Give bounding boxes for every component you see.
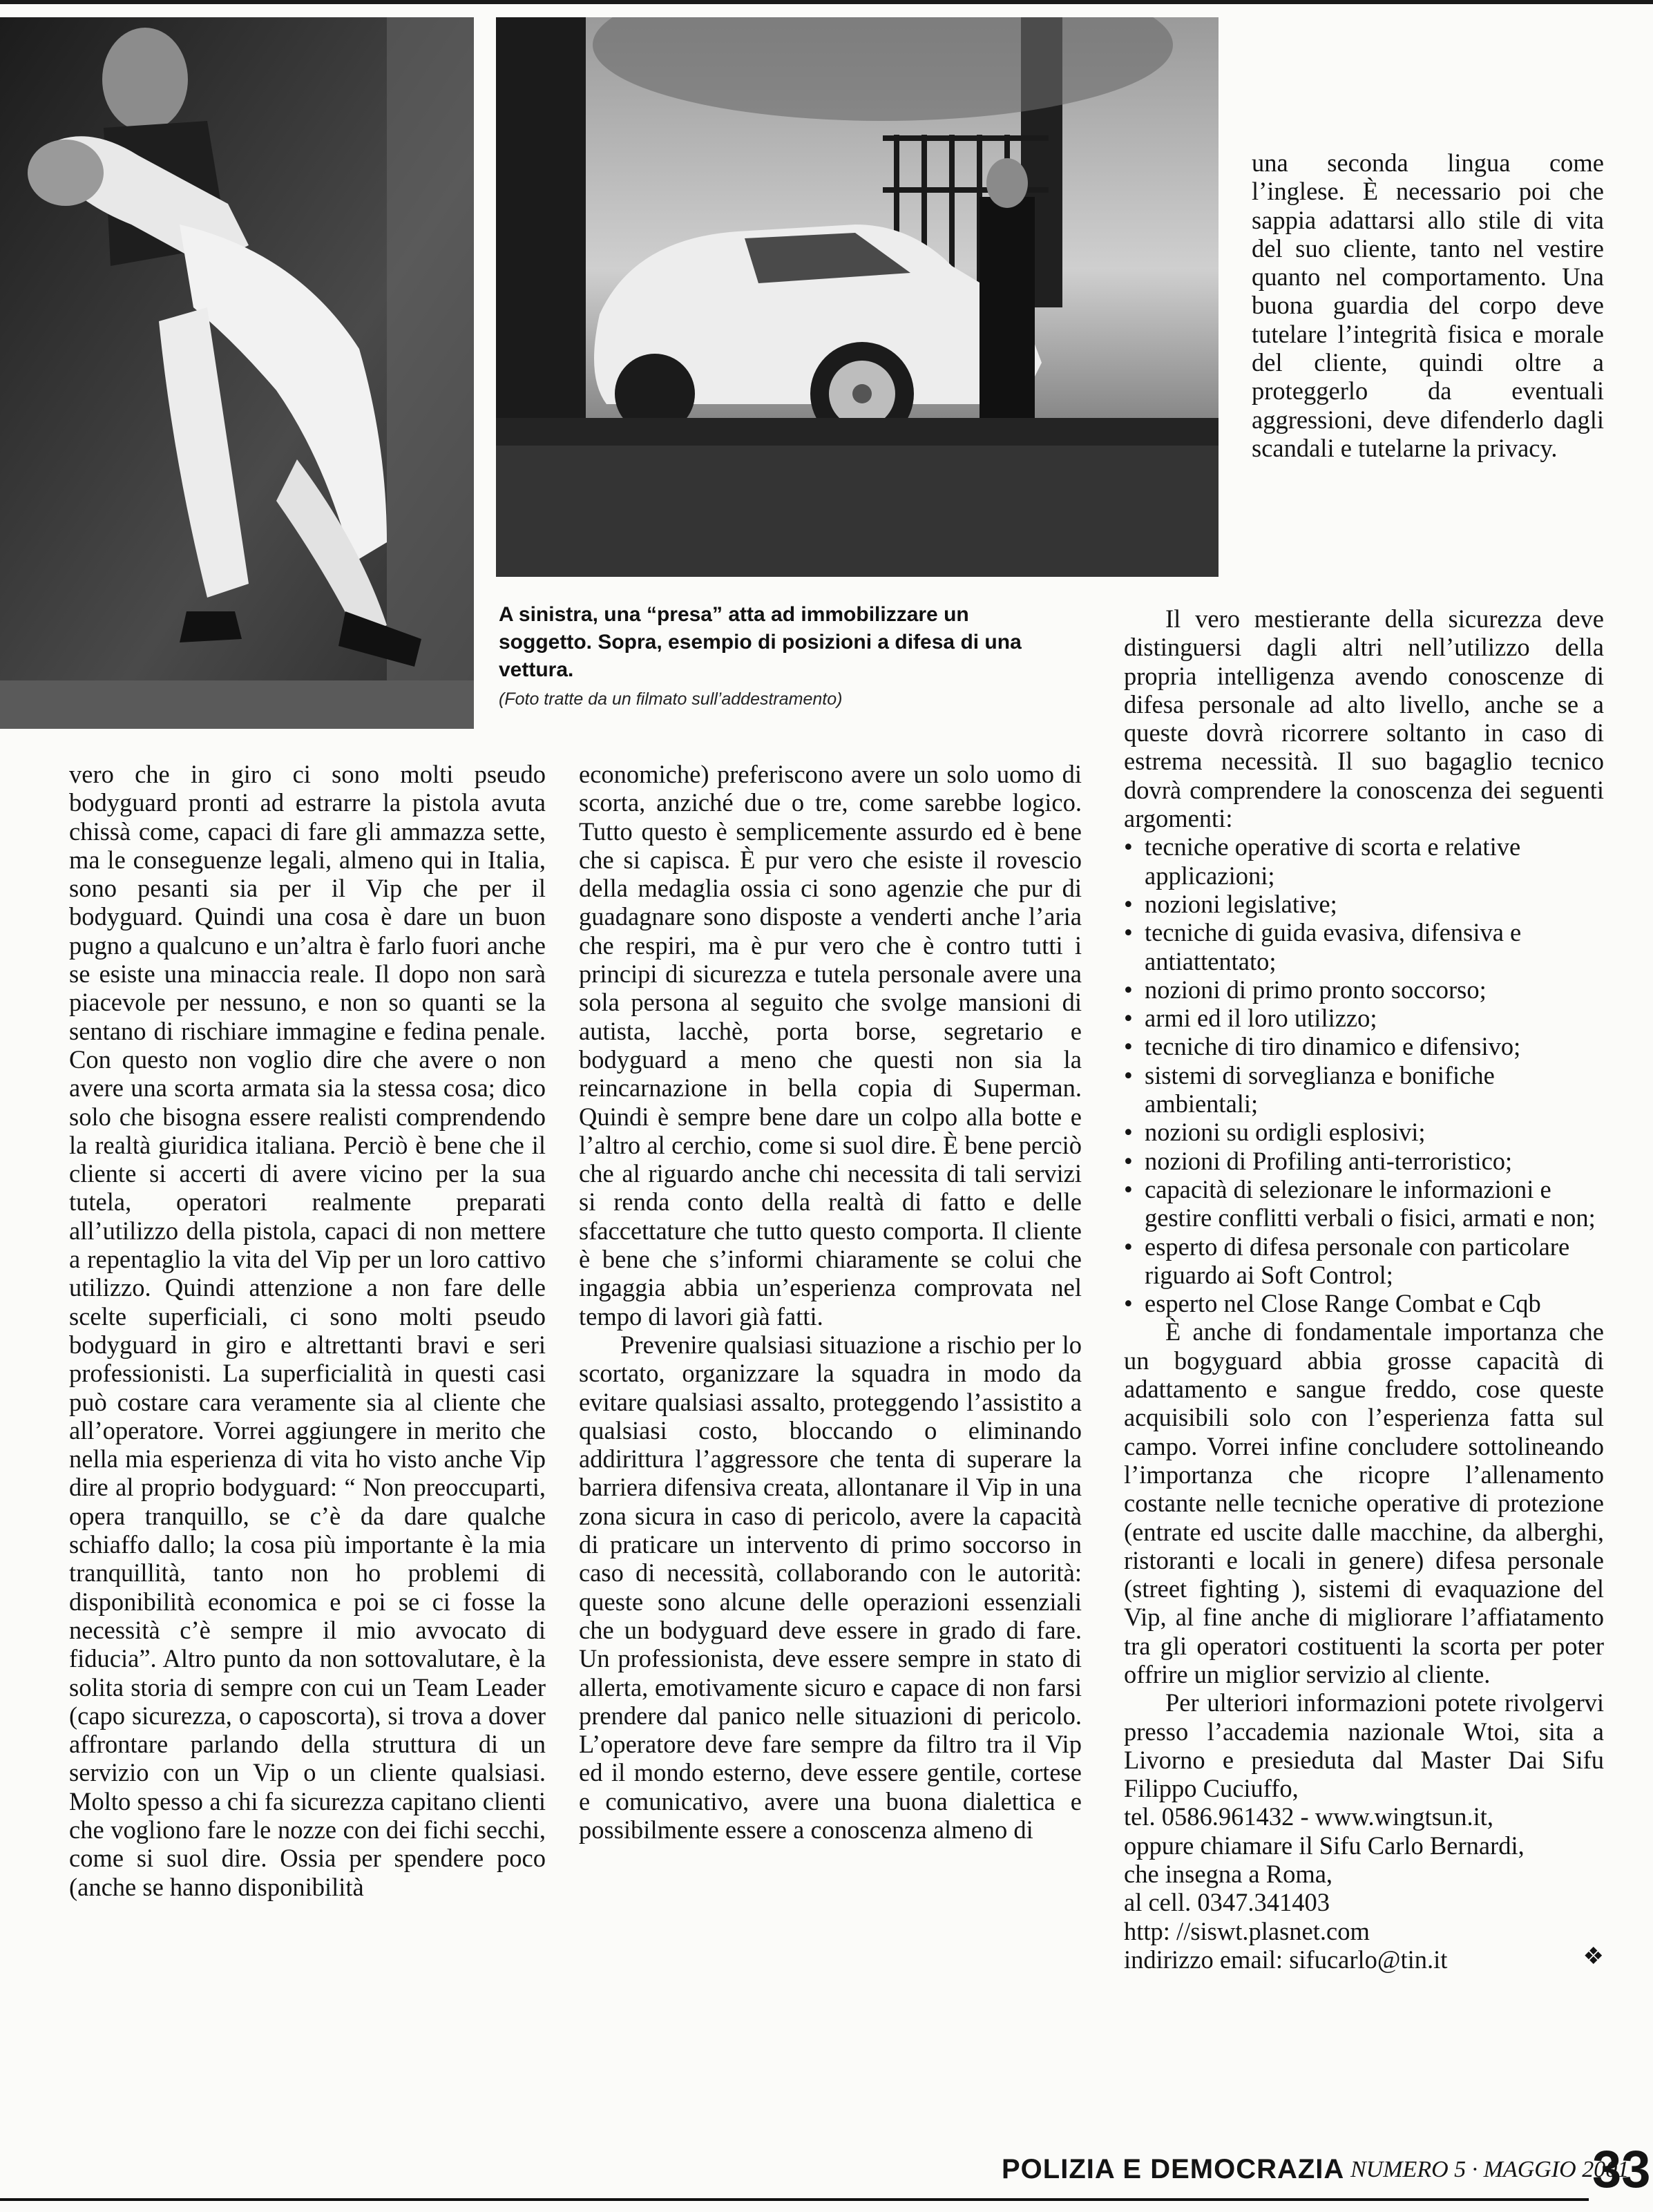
list-item: • nozioni su ordigli esplosivi;: [1124, 1118, 1604, 1146]
footer-rule: [0, 2198, 1589, 2201]
article-column-left: [69, 760, 546, 1901]
list-item: • esperto nel Close Range Combat e Cqb: [1124, 1289, 1604, 1317]
magazine-name: POLIZIA E DEMOCRAZIA: [1002, 2154, 1345, 2184]
contact-phone-website: tel. 0586.961432 - www.wingtsun.it,: [1124, 1802, 1493, 1831]
list-item: • capacità di selezionare le informazioni e gestire conflitti verbali o fisici, armati e non;: [1124, 1175, 1604, 1232]
list-item: • sistemi di sorveglianza e bonifiche ambientali;: [1124, 1061, 1604, 1118]
article-paragraph: economiche) preferiscono avere un solo uomo di scorta, anziché due o tre, come sarebbe logico. Tutto questo è semplicemente assurdo ed è bene che si capisca. È pur vero che esiste il rovescio della medaglia ossia ci sono agenzie che pur di guadagnare sono disposte a venderti anche l’aria che respiri, ma è pur vero che è contro tutti i principi di sicurezza e tutela personale avere una sola persona al seguito che svolge mansioni di autista, lacchè, porta borse, segretario e bodyguard a meno che questi non sia la reincarnazione in bella copia di Superman. Quindi è sempre bene dare un colpo alla botte e l’altro al cerchio, come si suol dire. È bene perciò che al riguardo anche chi necessita di tali servizi si renda conto della realtà di fatto e delle sfaccettature che tutto questo comporta. Il cliente è bene che s’informi chiaramente se colui che ingaggia abbia un’esperienza comprovata nel tempo di lavori già fatti.: [579, 760, 1082, 1331]
contact-email: indirizzo email: sifucarlo@tin.it: [1124, 1945, 1448, 1974]
list-item: • armi ed il loro utilizzo;: [1124, 1004, 1604, 1032]
article-paragraph: Prevenire qualsiasi situazione a rischio per lo scortato, organizzare la squadra in modo da evitare qualsiasi assalto, proteggendo l’assistito a qualsiasi costo, bloccando o eliminando addirittura l’aggressore che tenta di superare la barriera difensiva creata, allontanare il Vip in una zona sicura in caso di pericolo, avere la capacità di praticare un intervento di primo soccorso in caso di necessità, collaborando con le autorità: queste sono alcune delle operazioni essenziali che un bodyguard deve essere in grado di fare. Un professionista, deve essere sempre in stato di allerta, emotivamente sicuro e capace di non farsi prendere dal panico nelle situazioni di pericolo. L’operatore deve fare sempre da filtro tra il Vip ed il mondo esterno, deve essere gentile, cortese e comunicativo, avere una buona dialettica e possibilmente essere a conoscenza almeno di: [579, 1330, 1082, 1844]
caption-text: A sinistra, una “presa” atta ad immobilizzare un soggetto. Sopra, esempio di posizioni a difesa di una vettura.: [499, 603, 1022, 681]
list-item: • nozioni di primo pronto soccorso;: [1124, 975, 1604, 1004]
list-item: • tecniche di guida evasiva, difensiva e antiattentato;: [1124, 918, 1604, 975]
article-paragraph: È anche di fondamentale importanza che un bogyguard abbia grosse capacità di adattamento e sangue freddo, cose queste acquisibili solo con l’esperienza fatta sul campo. Vorrei infine concludere sottolineando l’importanza che ricopre l’allenamento costante nelle tecniche operative di protezione (entrate ed uscite dalle macchine, da alberghi, ristoranti e locali in genere) difesa personale (street fighting ), sistemi di evaquazione del Vip, al fine anche di migliorare l’affiatamento tra gli operatori costituenti la scorta per poter offrire un miglior servizio al cliente.: [1124, 1317, 1604, 1688]
article-paragraph: una seconda lingua come l’inglese. È necessario poi che sappia adattarsi allo stile di vita del suo cliente, tanto nel vestire quanto nel comportamento. Una buona guardia del corpo deve tutelare l’integrità fisica e morale del cliente, quindi oltre a proteggerlo da eventuali aggressioni, deve difenderlo dagli scandali e tutelarne la privacy.: [1252, 149, 1604, 462]
article-paragraph: vero che in giro ci sono molti pseudo bodyguard pronti ad estrarre la pistola avuta chissà come, capaci di fare gli ammazza sette, ma le conseguenze legali, almeno qui in Italia, sono pesanti sia per il Vip che per il bodyguard. Quindi una cosa è dare un buon pugno a qualcuno e un’altra è farlo fuori anche se esiste una minaccia reale. Il dopo non sarà piacevole per nessuno, e non so quanti se la sentano di rischiare immagine e fedina penale. Con questo non voglio dire che avere o non avere una scorta armata sia la stessa cosa; dico solo che bisogna essere realisti comprendendo la realtà giuridica italiana. Perciò è bene che il cliente si accerti di avere vicino per la sua tutela, operatori realmente preparati all’utilizzo della pistola, capaci di non mettere a repentaglio la vita del Vip per un loro cattivo utilizzo. Quindi attenzione a non fare delle scelte superficiali, ci sono molti pseudo bodyguard in giro e altrettanti bravi e seri professionisti. La superficialità in questi casi può costare cara veramente sia al cliente che all’operatore. Vorrei aggiungere in merito che nella mia esperienza di vita ho visto anche Vip dire al proprio bodyguard: “ Non preoccuparti, opera tranquillo, se c’è da dare qualche schiaffo dallo; la cosa più importante è la mia tranquillità, tanto non ho problemi di disponibilità economica e poi se ci fosse la necessità c’è sempre il mio avvocato di fiducia”. Altro punto da non sottovalutare, è la solita storia di sempre con cui un Team Leader (capo sicurezza, o caposcorta), si trova a dover affrontare parlando della struttura di un servizio con un Vip o un cliente qualsiasi. Molto spesso a chi fa sicurezza capitano clienti che vogliono fare le nozze con dei fichi secchi, come si suol dire. Ossia per spendere poco (anche se hanno disponibilità: [69, 760, 546, 1901]
photo-caption: [499, 601, 1024, 712]
contact-alternative: oppure chiamare il Sifu Carlo Bernardi,: [1124, 1831, 1525, 1860]
photo-immobilization-hold: [0, 17, 474, 729]
contact-website: http: //siswt.plasnet.com: [1124, 1916, 1370, 1945]
contact-location: che insegna a Roma,: [1124, 1860, 1333, 1889]
photo-car-defence: [496, 17, 1219, 577]
issue-info: NUMERO 5 · MAGGIO 2001: [1350, 2157, 1630, 2182]
list-item: • nozioni legislative;: [1124, 890, 1604, 918]
caption-photo-credit: (Foto tratte da un filmato sull’addestramento): [499, 689, 843, 709]
contact-info: [1124, 1802, 1604, 1974]
list-item: • tecniche di tiro dinamico e difensivo;: [1124, 1032, 1604, 1060]
list-item: • esperto di difesa personale con particolare riguardo ai Soft Control;: [1124, 1232, 1604, 1290]
skills-list: [1124, 832, 1604, 1317]
article-column-middle: [579, 760, 1082, 1844]
page-footer: [0, 2142, 1653, 2211]
article-paragraph: Per ulteriori informazioni potete rivolgervi presso l’accademia nazionale Wtoi, sita a Livorno e presieduta dal Master Dai Sifu Filippo Cuciuffo,: [1124, 1688, 1604, 1803]
list-item: • nozioni di Profiling anti-terroristico;: [1124, 1147, 1604, 1175]
top-rule: [0, 0, 1653, 4]
list-item: • tecniche operative di scorta e relative applicazioni;: [1124, 832, 1604, 890]
page-number: 33: [1592, 2140, 1651, 2199]
contact-mobile: al cell. 0347.341403: [1124, 1888, 1330, 1917]
end-of-article-icon: ❖: [1583, 1943, 1604, 1970]
show-through-decoration: [1223, 28, 1637, 138]
article-paragraph: Il vero mestierante della sicurezza deve distinguersi dagli altri nell’utilizzo della propria intelligenza avendo conoscenze di difesa personale ad alto livello, anche se a queste dovrà ricorrere soltanto in caso di estrema necessità. Il suo bagaglio tecnico dovrà comprendere la conoscenza dei seguenti argomenti:: [1124, 604, 1604, 833]
article-column-right-top: [1252, 149, 1604, 462]
article-column-right: [1124, 604, 1604, 1974]
